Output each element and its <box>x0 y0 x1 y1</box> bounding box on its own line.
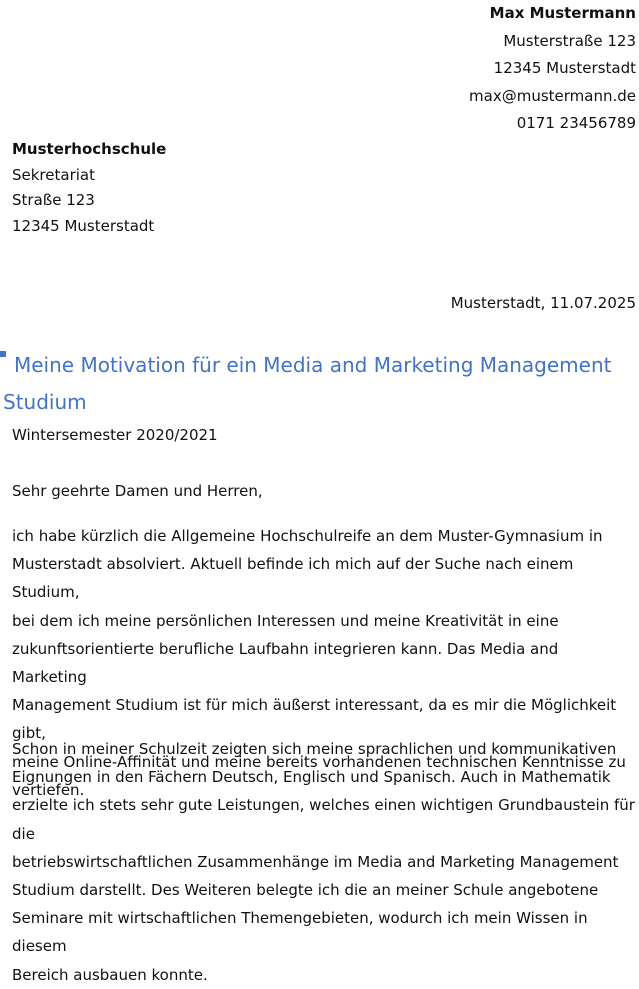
paragraph-2 <box>12 735 637 989</box>
sender-name: Max Mustermann <box>489 4 636 22</box>
recipient-street: Straße 123 <box>12 191 95 209</box>
paragraph-1-line: vertiefen. <box>12 780 85 799</box>
sender-address-block <box>469 0 636 138</box>
sender-city: 12345 Musterstadt <box>493 59 636 78</box>
date-line: Musterstadt, 11.07.2025 <box>450 294 636 312</box>
paragraph-1-line: Management Studium ist für mich äußerst interessant, da es mir die Möglichkeit gibt, <box>12 696 617 743</box>
recipient-department: Sekretariat <box>12 165 95 184</box>
paragraph-2-line: Bereich ausbauen konnte. <box>12 965 208 984</box>
paragraph-2-line: betriebswirtschaftlichen Zusammenhänge im Media and Marketing Management <box>12 852 619 871</box>
paragraph-2-line: erzielte ich stets sehr gute Leistungen, welches einen wichtigen Grundbaustein für die <box>12 796 635 843</box>
sender-street: Musterstraße 123 <box>503 31 636 50</box>
letter-heading <box>3 347 618 421</box>
sender-phone: 0171 23456789 <box>516 114 636 133</box>
salutation: Sehr geehrte Damen und Herren, <box>12 482 263 500</box>
paragraph-1-line: meine Online-Affinität und meine bereits vorhandenen technischen Kenntnisse zu <box>12 752 626 771</box>
recipient-address-block <box>12 137 166 239</box>
heading-line-1: Meine Motivation für ein Media and Marketing Management <box>14 353 612 377</box>
paragraph-1-line: zukunftsorientierte berufliche Laufbahn integrieren kann. Das Media and Marketing <box>12 639 559 687</box>
paragraph-2-line: Seminare mit wirtschaftlichen Themengebieten, wodurch ich mein Wissen in diesem <box>12 909 588 956</box>
recipient-organization: Musterhochschule <box>12 140 167 158</box>
paragraph-2-line: Studium darstellt. Des Weiteren belegte ich die an meiner Schule angebotene <box>12 881 599 900</box>
paragraph-2-line: Schon in meiner Schulzeit zeigten sich meine sprachlichen und kommunikativen <box>12 740 617 758</box>
paragraph-2-line: Eignungen in den Fächern Deutsch, Englisch und Spanisch. Auch in Mathematik <box>12 768 611 787</box>
heading-line-2: Studium <box>3 390 87 414</box>
paragraph-1-line: bei dem ich meine persönlichen Interessen und meine Kreativität in eine <box>12 611 559 630</box>
paragraph-1-line: ich habe kürzlich die Allgemeine Hochschulreife an dem Muster-Gymnasium in <box>12 527 603 545</box>
sender-email: max@mustermann.de <box>469 86 636 105</box>
semester-line: Wintersemester 2020/2021 <box>12 426 218 444</box>
recipient-city: 12345 Musterstadt <box>12 216 155 235</box>
paragraph-1-line: Musterstadt absolviert. Aktuell befinde ich mich auf der Suche nach einem Studium, <box>12 555 574 602</box>
